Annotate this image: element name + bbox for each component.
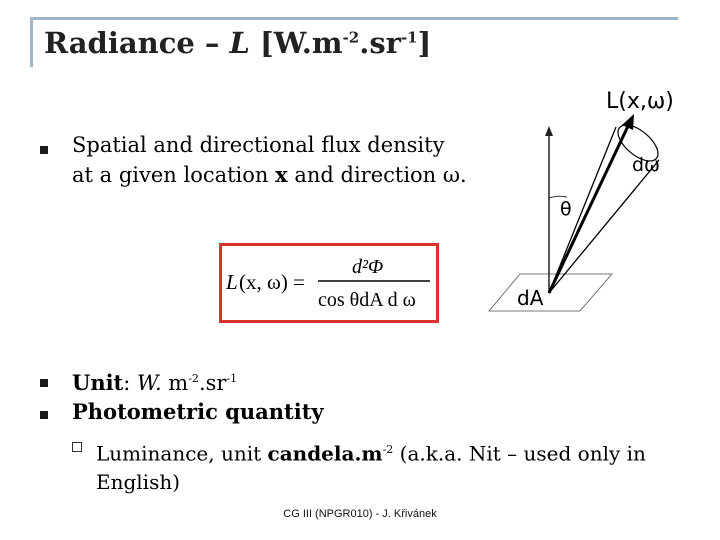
slide-title: Radiance – L $[W.m^{-2}.sr^{-1}]$ — [44, 26, 432, 60]
slide-footer: CG III (NPGR010) - J. Křivánek — [283, 508, 437, 520]
label-radiance: L(x,ω) — [606, 89, 674, 114]
formula-lhs-args: (x, ω) = — [239, 270, 305, 294]
formula-lhs-L: L — [226, 270, 238, 294]
sub-bullet-marker — [72, 442, 82, 452]
bullet-marker — [40, 411, 48, 419]
formula-numerator: d²Φ — [352, 256, 384, 278]
bullet-unit: Unit: W. $m^{-2}.sr^{-1}$ — [72, 370, 238, 395]
bullet-definition-line2: at a given location x and direction ω. — [72, 162, 467, 187]
bullet-photometric: Photometric quantity — [72, 399, 324, 424]
bullet-definition-line1: Spatial and directional flux density — [72, 133, 445, 157]
label-d-omega: dω — [632, 154, 660, 176]
bullet-marker — [40, 379, 48, 387]
sub-bullet-luminance: Luminance, unit $candela.m^{-2}$ (a.k.a. Nit – used only in English) — [96, 441, 646, 494]
label-theta: θ — [560, 198, 572, 220]
direction-arrowhead — [622, 114, 634, 130]
formula-denominator: cos θdA d ω — [318, 289, 416, 311]
normal-arrowhead — [545, 126, 553, 136]
label-dA: dA — [517, 286, 544, 310]
